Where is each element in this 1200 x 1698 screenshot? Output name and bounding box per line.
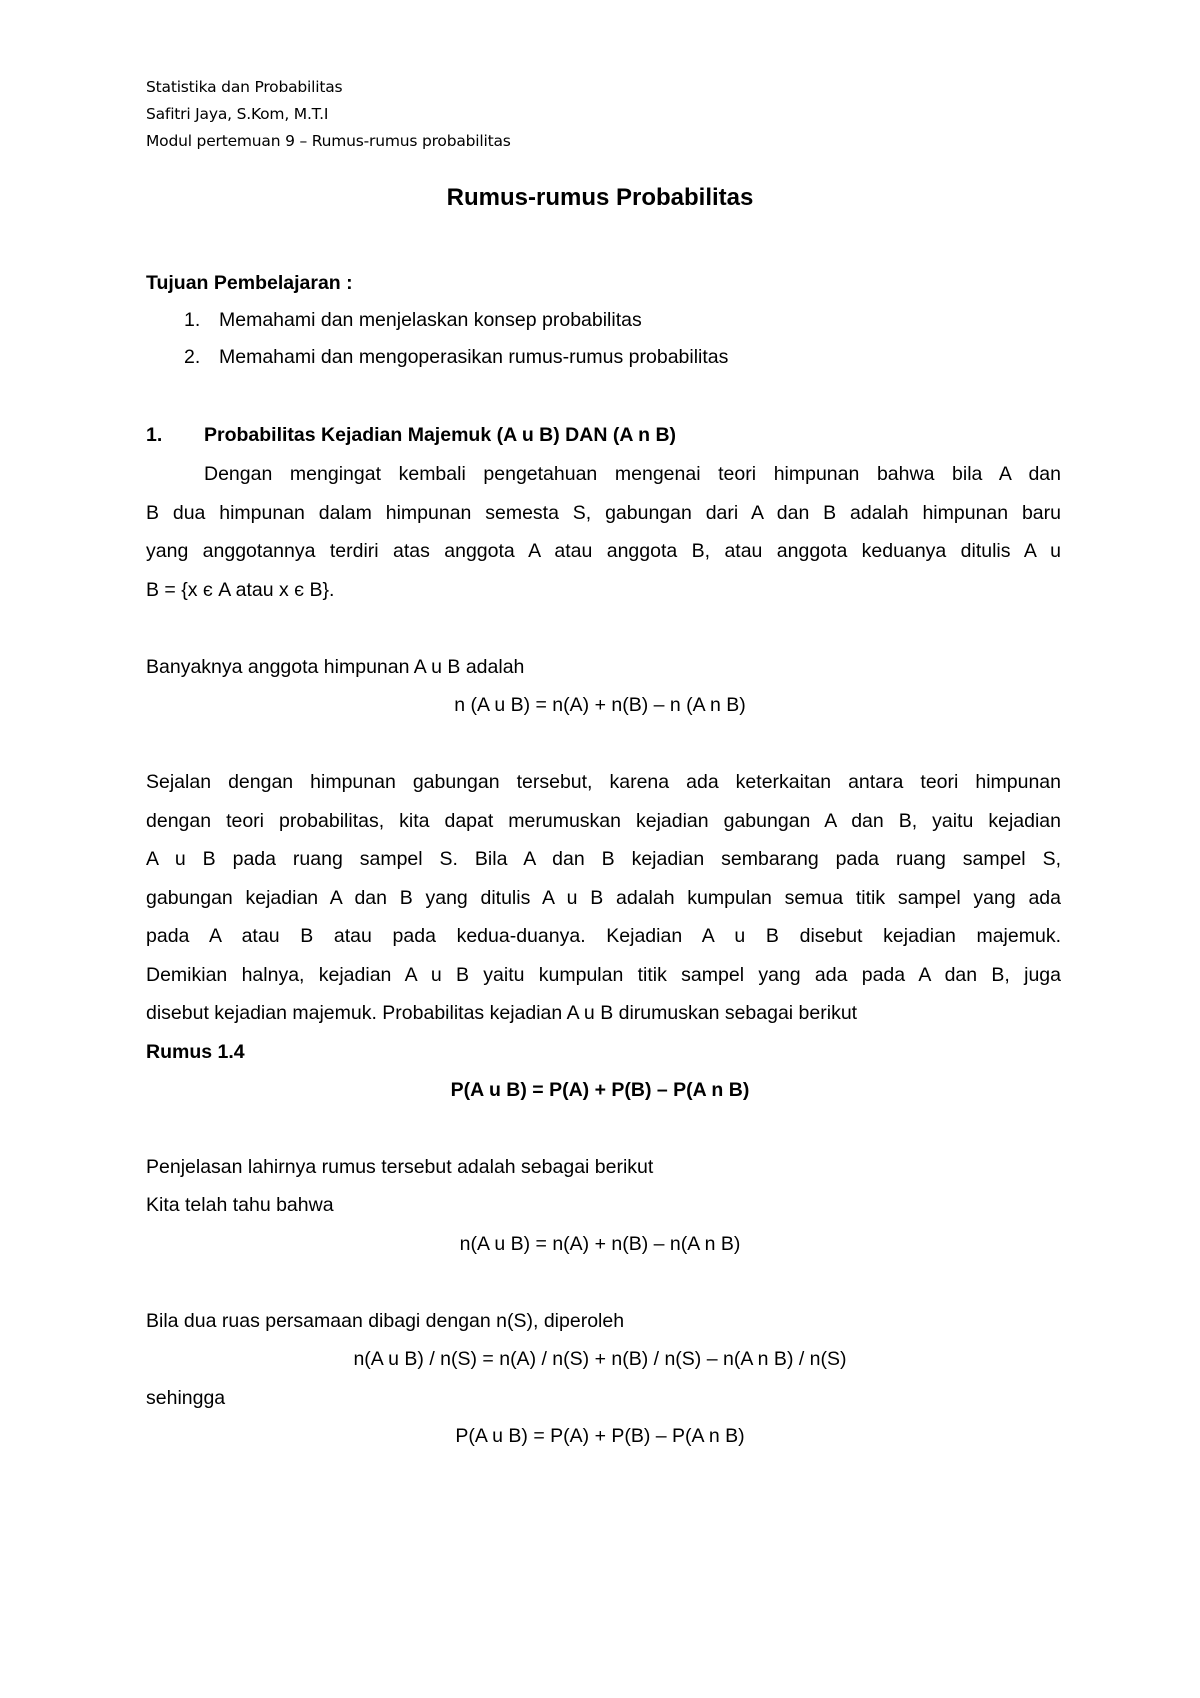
page-title: Rumus-rumus Probabilitas <box>446 184 754 211</box>
count-formula: n (A u B) = n(A) + n(B) – n (A n B) <box>454 694 746 716</box>
paragraph-line: dengan teori probabilitas, kita dapat merumuskan kejadian gabungan A dan B, yaitu kejadian <box>146 810 1061 832</box>
paragraph-line: A u B pada ruang sampel S. Bila A dan B kejadian sembarang pada ruang sampel S, <box>146 848 1061 870</box>
explanation-line: Bila dua ruas persamaan dibagi dengan n(S), diperoleh <box>146 1310 625 1332</box>
explanation-line: sehingga <box>146 1387 226 1409</box>
objective-text: Memahami dan mengoperasikan rumus-rumus probabilitas <box>219 346 729 368</box>
paragraph-line: B = {x є A atau x є B}. <box>146 579 335 601</box>
paragraph-line: pada A atau B atau pada kedua-duanya. Kejadian A u B disebut kejadian majemuk. <box>146 925 1061 947</box>
objective-number: 1. <box>184 309 201 331</box>
paragraph-line: Demikian halnya, kejadian A u B yaitu kumpulan titik sampel yang ada pada A dan B, juga <box>146 964 1061 986</box>
main-formula: P(A u B) = P(A) + P(B) – P(A n B) <box>450 1079 750 1101</box>
count-formula: n(A u B) = n(A) + n(B) – n(A n B) <box>459 1233 741 1255</box>
divided-formula: n(A u B) / n(S) = n(A) / n(S) + n(B) / n(S) – n(A n B) / n(S) <box>353 1348 847 1370</box>
formula-label: Rumus 1.4 <box>146 1041 245 1063</box>
objective-text: Memahami dan menjelaskan konsep probabilitas <box>219 309 642 331</box>
objective-number: 2. <box>184 346 201 368</box>
section-heading: Probabilitas Kejadian Majemuk (A u B) DAN (A n B) <box>204 424 677 446</box>
course-name: Statistika dan Probabilitas <box>146 78 343 96</box>
paragraph-line: Sejalan dengan himpunan gabungan tersebut, karena ada keterkaitan antara teori himpunan <box>146 771 1061 793</box>
paragraph-line: disebut kejadian majemuk. Probabilitas kejadian A u B dirumuskan sebagai berikut <box>146 1002 858 1024</box>
count-intro: Banyaknya anggota himpunan A u B adalah <box>146 656 525 678</box>
section-number: 1. <box>146 424 163 446</box>
paragraph-line: Dengan mengingat kembali pengetahuan mengenai teori himpunan bahwa bila A dan <box>204 463 1061 485</box>
paragraph-line: B dua himpunan dalam himpunan semesta S, gabungan dari A dan B adalah himpunan baru <box>146 502 1061 524</box>
explanation-line: Penjelasan lahirnya rumus tersebut adalah sebagai berikut <box>146 1156 654 1178</box>
module-line: Modul pertemuan 9 – Rumus-rumus probabilitas <box>146 132 511 150</box>
explanation-line: Kita telah tahu bahwa <box>146 1194 334 1216</box>
author-name: Safitri Jaya, S.Kom, M.T.I <box>146 105 329 123</box>
paragraph-line: gabungan kejadian A dan B yang ditulis A u B adalah kumpulan semua titik sampel yang ada <box>146 887 1061 909</box>
paragraph-line: yang anggotannya terdiri atas anggota A atau anggota B, atau anggota keduanya ditulis A u <box>146 540 1061 562</box>
result-formula: P(A u B) = P(A) + P(B) – P(A n B) <box>455 1425 745 1447</box>
objectives-heading: Tujuan Pembelajaran : <box>146 272 353 294</box>
